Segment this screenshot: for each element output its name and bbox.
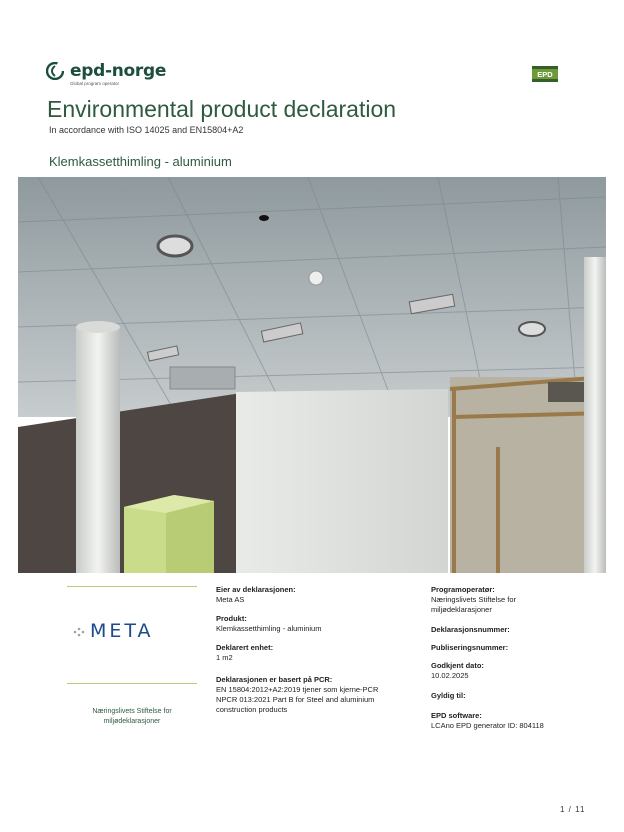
publication-number-field [431, 643, 508, 653]
epd-norge-logo [46, 61, 186, 91]
program-operator-label: Programoperatør: [431, 585, 495, 594]
approved-date-field [431, 661, 484, 681]
declaration-number-field [431, 625, 510, 635]
program-operator-value-2: miljødeklarasjoner [431, 605, 492, 614]
owner-label: Eier av deklarasjonen: [216, 585, 296, 594]
approved-date-label: Godkjent dato: [431, 661, 484, 670]
approved-date-value: 10.02.2025 [431, 671, 469, 680]
declared-unit-field [216, 643, 273, 663]
bottom-divider [67, 683, 197, 684]
page-title: Environmental product declaration [47, 96, 397, 122]
owner-field [216, 585, 296, 605]
meta-company-logo [72, 620, 194, 640]
owner-value: Meta AS [216, 595, 245, 604]
meta-logo-text: META [90, 620, 154, 640]
pcr-value-1: EN 15804:2012+A2:2019 tjener som kjerne-PCR [216, 685, 379, 694]
epd-badge-icon [532, 66, 558, 82]
product-value: Klemkassetthimling - aluminium [216, 624, 322, 633]
declaration-number-label: Deklarasjonsnummer: [431, 625, 510, 634]
epd-software-value: LCAno EPD generator ID: 804118 [431, 721, 544, 730]
logo-tagline: Global program operator [70, 81, 120, 86]
epd-badge-text: EPD [537, 70, 553, 79]
valid-until-field [431, 691, 466, 701]
program-operator-caption [67, 707, 197, 727]
valid-until-label: Gyldig til: [431, 691, 466, 700]
program-operator-value-1: Næringslivets Stiftelse for [431, 595, 517, 604]
declared-unit-label: Deklarert enhet: [216, 643, 274, 652]
caption-line-1: Næringslivets Stiftelse for [92, 708, 172, 715]
page-number: 1 / 11 [560, 805, 586, 814]
logo-name: epd-norge [70, 61, 167, 81]
epd-norge-logo-mark-icon [46, 62, 64, 80]
page-subtitle: In accordance with ISO 14025 and EN15804+A2 [49, 125, 244, 135]
pcr-value-3: construction products [216, 705, 288, 714]
pcr-value-2: NPCR 013:2021 Part B for Steel and aluminium [216, 695, 375, 704]
caption-line-2: miljødeklarasjoner [103, 718, 161, 725]
declared-unit-value: 1 m2 [216, 653, 233, 662]
publication-number-label: Publiseringsnummer: [431, 643, 509, 652]
pcr-field [216, 675, 378, 715]
epd-software-label: EPD software: [431, 711, 482, 720]
product-photo [18, 177, 606, 573]
pcr-label: Deklarasjonen er basert på PCR: [216, 675, 333, 684]
program-operator-field [431, 585, 516, 615]
epd-software-field [431, 711, 544, 731]
product-field [216, 614, 321, 634]
product-heading: Klemkassetthimling - aluminium [49, 154, 232, 169]
top-divider [67, 586, 197, 587]
product-label: Produkt: [216, 614, 247, 623]
